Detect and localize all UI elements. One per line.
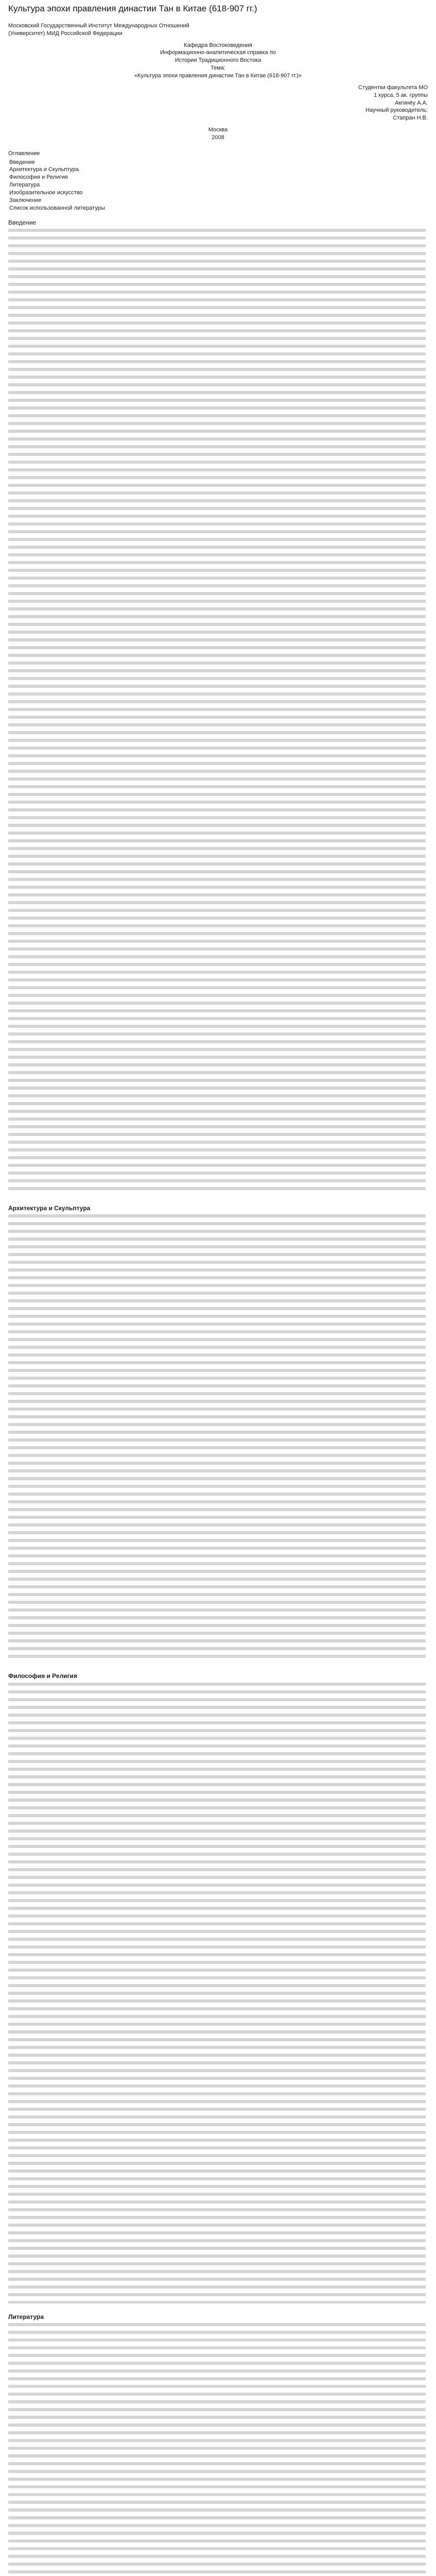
table-of-contents: [8, 147, 428, 212]
topic-title: «Культура эпохи правления династии Тан в Китае (618-907 гг.)»: [134, 73, 302, 79]
section-heading-philosophy: Философия и Религия: [8, 1672, 77, 1680]
student-name: Акгинёу А.А.: [395, 99, 428, 106]
student-label: Студентки факультета МО: [358, 84, 428, 91]
topic-label: Тема:: [211, 65, 225, 72]
title-page: [8, 22, 428, 142]
body-paragraphs-intro: [8, 229, 428, 1195]
course-name: Истории Традиционного Востока: [175, 57, 261, 64]
institution-line-1: Московский Государственный Институт Международных Отношений: [8, 22, 189, 29]
body-paragraphs-philosophy: [8, 1683, 428, 2303]
body-paragraphs-architecture: [8, 1214, 428, 1663]
section-heading-architecture: Архитектура и Скульптура: [8, 1204, 91, 1212]
toc-item: Список использованной литературы: [9, 205, 105, 211]
toc-item: Изобразительное искусство: [9, 189, 83, 196]
toc-item: Философия и Религия: [9, 174, 68, 181]
advisor-name: Стапран Н.В.: [393, 115, 428, 122]
document-title: Культура эпохи правления династии Тан в Китае (618-907 гг.): [8, 4, 257, 13]
year: 2008: [212, 134, 224, 141]
section-heading-literature: Литература: [8, 2313, 44, 2320]
toc-title: Оглавление: [8, 150, 40, 157]
city: Москва: [208, 127, 228, 133]
body-paragraphs-literature: [8, 2323, 428, 2576]
section-heading-intro: Введение: [8, 218, 37, 226]
toc-item: Литература: [9, 182, 40, 189]
toc-item: Заключение: [9, 197, 42, 204]
advisor-label: Научный руководитель:: [365, 107, 428, 114]
toc-item: Введение: [9, 159, 35, 165]
toc-item: Архитектура и Скульптура: [9, 166, 79, 173]
institution-line-2: (Университет) МИД Российской Федерации: [8, 30, 123, 37]
department: Кафедра Востоковедения: [184, 42, 252, 48]
report-kind: Информационно-аналитическая справка по: [160, 49, 276, 56]
student-group: 1 курса, 5 ак. группы: [374, 92, 428, 98]
